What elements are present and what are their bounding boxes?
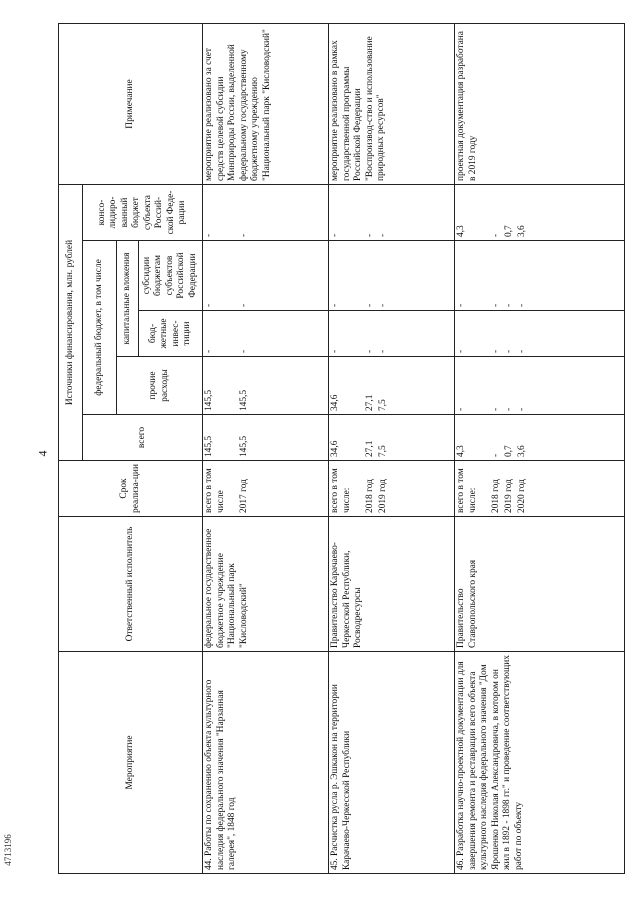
- other-expenses-cell: [329, 357, 455, 415]
- executor-cell: федеральное государственное бюджетное учреждение "Национальный парк "Кисловодский": [203, 517, 329, 652]
- period-value: 2018 год: [365, 479, 375, 513]
- header-other-expenses: прочие расходы: [117, 357, 203, 415]
- page-number: 4: [35, 450, 50, 457]
- period-cell: [455, 461, 625, 517]
- other-expenses-value: 7,5: [378, 399, 388, 411]
- total-value: 27,1: [365, 440, 375, 457]
- other-expenses-value: 145,5: [204, 389, 214, 411]
- consolidated-value: -: [330, 233, 340, 237]
- header-subsidies: субсидии бюджетам субъектов Российской Федерации: [139, 241, 203, 311]
- table-body: [203, 24, 625, 874]
- consolidated-value: -: [378, 233, 388, 237]
- header-measure: Мероприятие: [59, 652, 203, 874]
- period-value: 2019 год: [378, 479, 388, 513]
- total-value: 4,3: [456, 445, 466, 457]
- subsidies-value: -: [239, 303, 249, 307]
- budget-investments-value: -: [517, 349, 527, 353]
- period-cell: [329, 461, 455, 517]
- header-sources: Источники финансирования, млн. рублей: [59, 185, 83, 461]
- total-value: 0,7: [504, 445, 514, 457]
- subsidies-value: -: [456, 303, 466, 307]
- subsidies-value: -: [504, 303, 514, 307]
- header-executor: Ответственный исполнитель: [59, 517, 203, 652]
- other-expenses-value: 34,6: [330, 394, 340, 411]
- header-capital-investments: капитальные вложения: [117, 241, 139, 357]
- header-budget-investments: бюд-жетные инвес-тиции: [139, 311, 203, 357]
- period-value: 2019 год: [504, 479, 514, 513]
- period-value: всего в том числе:: [456, 468, 478, 513]
- budget-investments-value: -: [204, 349, 214, 353]
- period-value: 2018 год: [491, 479, 501, 513]
- budget-investments-cell: [203, 311, 329, 357]
- measure-cell: 44. Работы по сохранению объекта культурного наследия федерального значения "Нарзанная галерея", 1848 год: [203, 652, 329, 874]
- subsidies-cell: [455, 241, 625, 311]
- total-value: 3,6: [517, 445, 527, 457]
- budget-investments-value: -: [491, 349, 501, 353]
- subsidies-value: -: [491, 303, 501, 307]
- subsidies-value: -: [365, 303, 375, 307]
- total-cell: [329, 415, 455, 461]
- financing-table: [58, 23, 625, 874]
- budget-investments-value: -: [456, 349, 466, 353]
- period-value: всего в том числе: [204, 468, 226, 513]
- total-value: 145,5: [204, 435, 214, 457]
- subsidies-value: -: [204, 303, 214, 307]
- budget-investments-value: -: [330, 349, 340, 353]
- measure-cell: 45. Расчистка русла р. Эшкакон на территории Карачаево-Черкесской Республики: [329, 652, 455, 874]
- consolidated-value: -: [491, 233, 501, 237]
- consolidated-cell: [455, 185, 625, 241]
- subsidies-value: -: [517, 303, 527, 307]
- other-expenses-value: -: [504, 407, 514, 411]
- header-note: Примечание: [59, 24, 203, 185]
- other-expenses-value: -: [517, 407, 527, 411]
- table-row: [455, 24, 625, 874]
- subsidies-value: -: [330, 303, 340, 307]
- other-expenses-cell: [455, 357, 625, 415]
- period-value: 2017 год: [239, 479, 249, 513]
- consolidated-value: 3,6: [517, 225, 527, 237]
- document-code: 4713196: [2, 834, 13, 866]
- executor-cell: Правительство Карачаево-Черкесской Республики, Росводресурсы: [329, 517, 455, 652]
- table-row: [203, 24, 329, 874]
- table-header: [59, 24, 203, 874]
- other-expenses-value: 145,5: [239, 389, 249, 411]
- total-value: -: [491, 453, 501, 457]
- total-value: 145,5: [239, 435, 249, 457]
- consolidated-value: -: [204, 233, 214, 237]
- header-federal-budget: федеральный бюджет, в том числе: [83, 241, 117, 415]
- period-value: всего в том числе:: [330, 468, 352, 513]
- subsidies-cell: [329, 241, 455, 311]
- total-value: 34,6: [330, 440, 340, 457]
- consolidated-value: -: [365, 233, 375, 237]
- budget-investments-cell: [329, 311, 455, 357]
- budget-investments-value: -: [504, 349, 514, 353]
- header-consolidated: консо-лидиро-ванный бюджет субъекта Россий-ской Феде-рации: [83, 185, 203, 241]
- period-cell: [203, 461, 329, 517]
- consolidated-cell: [329, 185, 455, 241]
- subsidies-value: -: [378, 303, 388, 307]
- note-cell: проектная документация разработана в 2019 году: [455, 24, 625, 185]
- consolidated-value: 0,7: [504, 225, 514, 237]
- consolidated-value: -: [239, 233, 249, 237]
- table-row: [329, 24, 455, 874]
- total-value: 7,5: [378, 445, 388, 457]
- executor-cell: Правительство Ставропольского края: [455, 517, 625, 652]
- budget-investments-value: -: [365, 349, 375, 353]
- other-expenses-cell: [203, 357, 329, 415]
- period-value: 2020 год: [517, 479, 527, 513]
- other-expenses-value: 27,1: [365, 394, 375, 411]
- measure-cell: 46. Разработка научно-проектной документации для завершения ремонта и реставрации всего объекта культурного наследия федерального значения "Дом Ярошенко Николая Александровича, в котором он жил в 1892 - 1898 гг." и проведение соответствующих работ по объекту: [455, 652, 625, 874]
- budget-investments-cell: [455, 311, 625, 357]
- consolidated-value: 4,3: [456, 225, 466, 237]
- note-cell: мероприятие реализовано за счет средств целевой субсидии Минприроды России, выделенной федеральному государственному бюджетному учреждению "Национальный парк "Кисловодский": [203, 24, 329, 185]
- total-cell: [203, 415, 329, 461]
- total-cell: [455, 415, 625, 461]
- budget-investments-value: -: [239, 349, 249, 353]
- other-expenses-value: -: [491, 407, 501, 411]
- budget-investments-value: -: [378, 349, 388, 353]
- subsidies-cell: [203, 241, 329, 311]
- other-expenses-value: -: [456, 407, 466, 411]
- consolidated-cell: [203, 185, 329, 241]
- header-period: Срок реализа-ции: [59, 461, 203, 517]
- note-cell: мероприятие реализовано в рамках государственной программы Российской Федерации "Воспроизвод-ство и использование природных ресурсов": [329, 24, 455, 185]
- header-total: всего: [83, 415, 203, 461]
- rotated-table-container: [58, 24, 636, 874]
